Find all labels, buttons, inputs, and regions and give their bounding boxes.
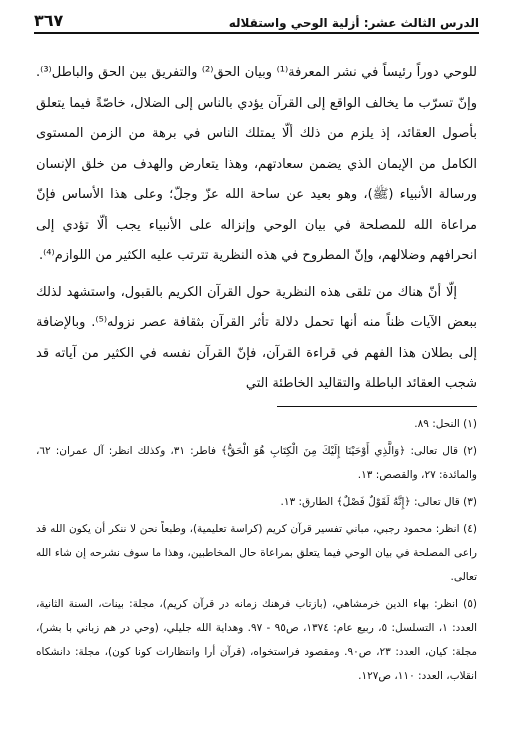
chapter-title: الدرس الثالث عشر: أزلية الوحي واستقلاله — [228, 16, 479, 30]
footnote-5: (٥) انظر: بهاء الدين خرمشاهي، (بازتاب فرهنك زمانه در قرآن كريم)، مجلة: بينات، السنة الثانية، العدد: ١، التسلسل: ٥، ربيع عام: ١٣٧٤، ص٩٥ - ٩٧. وهداية الله جليلي، (وحي در هم زباني با بشر)، مجلة: كيان، العدد: ٢٣، ص٩٠. ومقصود فراستخواه، (قرآن أرا وانتظارات كونا كون)، مجلة: دانشكاه انقلاب، العدد: ١١٠، ص١٢٧. — [36, 598, 478, 682]
footnote-1: (١) النحل: ٨٩. — [414, 418, 477, 430]
paragraph-2: إلّا أنّ هناك من تلقى هذه النظرية حول القرآن الكريم بالقبول، واستشهد لذلك ببعض الآيات ظناً منه أنها تحمل دلالة تأثر القرآن بثقافة عصر نزوله⁽⁵⁾. وبالإضافة إلى بطلان هذا الفهم في قراءة القرآن، فإنّ القرآن نفسه في الكثير من آياته قد شجب العقائد الباطلة والتقاليد الخاطئة التي — [36, 284, 477, 391]
footnote-4: (٤) انظر: محمود رجبي، مباني تفسير قرآن كريم (كراسة تعليمية)، وطبعاً نحن لا ننكر أن يكون الله قد راعى المصلحة في بيان الوحي فيما يتعلق بمراعاة حال المخاطبين، وهذا ما سوف نشرحه إن شاء الله تعالى. — [36, 523, 477, 583]
main-text — [36, 58, 477, 400]
running-header — [34, 10, 479, 34]
footnote-3: (٣) قال تعالى: ﴿إِنَّهُ لَقَوْلٌ فَصْلٌ﴾ الطارق: ١٣. — [280, 496, 477, 508]
paragraph-1: للوحي دوراً رئيساً في نشر المعرفة⁽¹⁾ وبيان الحق⁽²⁾ والتفريق بين الحق والباطل⁽³⁾. وإنّ تسرّب ما يخالف الواقع إلى القرآن يؤدي بالناس إلى الضلال، خاصّةً فيما يتعلق بأصول العقائد، إذ يلزم من ذلك ألّا يمتلك الناس في برهة من الزمن المستوى الكامل من الإيمان الذي يضمن سعادتهم، وهذا يتعارض والهدف من خلق الإنسان ورسالة الأنبياء (ﷺ)، وهو بعيد عن ساحة الله عزّ وجلّ؛ وعلى هذا الأساس فإنّ مراعاة الله للمصلحة في بيان الوحي وإنزاله على الأنبياء يجب ألّا تؤدي إلى انحرافهم وضلالهم، وإنّ المطروح في هذه النظرية تترتب عليه الكثير من اللوازم⁽⁴⁾. — [36, 65, 477, 263]
footnote-2: (٢) قال تعالى: ﴿وَالَّذِي أَوْحَيْنَا إِلَيْكَ مِنَ الْكِتَابِ هُوَ الْحَقُّ﴾ فاطر: ٣١، وكذلك انظر: آل عمران: ٦٢، والمائدة: ٢٧، والقصص: ١٣. — [36, 445, 477, 481]
page-number: ٣٦٧ — [34, 11, 64, 30]
footnote-separator — [277, 406, 477, 407]
footnotes — [36, 412, 477, 688]
